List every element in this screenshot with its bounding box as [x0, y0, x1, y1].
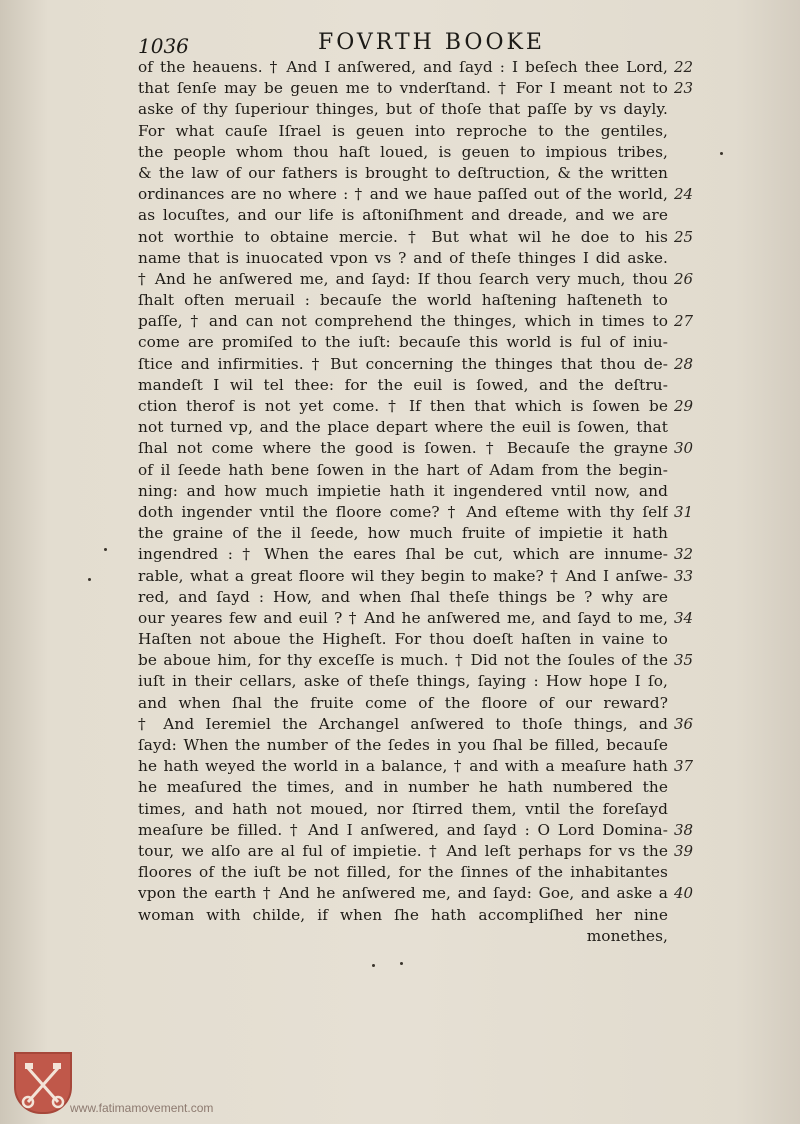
- text-line: times, and hath not moued, nor ſtirred them, vntil the foreſayd: [138, 799, 668, 818]
- footer-url: www.fatimamovement.com: [70, 1101, 214, 1115]
- ink-speck: [104, 548, 107, 551]
- verse-number: 37: [674, 757, 694, 776]
- text-line: tour, we alſo are al ful of impietie. † And leſt perhaps for vs the: [138, 841, 668, 860]
- text-line: aske of thy ſuperiour thinges, but of thoſe that paſſe by vs dayly.: [138, 100, 668, 119]
- text-line: rable, what a great floore wil they begin to make? † And I anſwe-: [138, 566, 668, 585]
- text-line: he hath weyed the world in a balance, † and with a meaſure hath: [138, 757, 668, 776]
- text-line: be aboue him, for thy exceſſe is much. † Did not the ſoules of the: [138, 651, 668, 670]
- verse-number: [674, 481, 714, 502]
- verse-number: 26: [674, 269, 694, 288]
- verse-number: [674, 99, 714, 120]
- verse-number: 22: [674, 58, 694, 76]
- verse-number: 28: [674, 354, 694, 373]
- verse-number: [674, 905, 714, 926]
- verse-number: [674, 671, 714, 692]
- text-line: ſtice and infirmities. † But concerning the thinges that thou de-: [138, 354, 668, 373]
- text-line: name that is inuocated vpon vs ? and of theſe thinges I did aske.: [138, 248, 668, 267]
- text-line: meaſure be filled. † And I anſwered, and ſayd : O Lord Domina-: [138, 820, 668, 839]
- ink-speck: [88, 578, 91, 581]
- text-line: the people whom thou haſt loued, is geuen to impious tribes,: [138, 142, 668, 161]
- page-number: 1036: [138, 34, 189, 58]
- verse-number: [674, 205, 714, 226]
- text-line: woman with childe, if when ſhe hath accompliſhed her nine: [138, 905, 668, 924]
- verse-number: 29: [674, 397, 694, 415]
- verse-number: 34: [674, 608, 694, 627]
- verse-number: 33: [674, 566, 694, 585]
- verse-number: [674, 523, 714, 544]
- verse-number: [674, 799, 714, 820]
- verse-number: [674, 142, 714, 163]
- text-line: red, and ſayd : How, and when ſhal theſe things be ? why are: [138, 587, 668, 606]
- verse-number: [674, 629, 714, 650]
- text-line: as locuſtes, and our life is aſtoniſhment and dreade, and we are: [138, 206, 668, 225]
- verse-number: 27: [674, 312, 694, 331]
- verse-number: [674, 248, 714, 269]
- text-line: the graine of the il ſeede, how much fruite of impietie it hath: [138, 524, 668, 543]
- verse-number: [674, 777, 714, 798]
- text-line: of il ſeede hath bene ſowen in the hart of Adam from the begin-: [138, 460, 668, 479]
- verse-number: 40: [674, 884, 694, 903]
- verse-number: 36: [674, 714, 694, 733]
- verse-number: [674, 417, 714, 438]
- page-header: [138, 30, 678, 56]
- verse-number: 38: [674, 820, 694, 839]
- running-title: FOVRTH BOOKE: [318, 30, 545, 55]
- text-line: mandeſt I wil tel thee: for the euil is ſowed, and the deſtru-: [138, 375, 668, 394]
- text-line: floores of the iuſt be not filled, for the ſinnes of the inhabitantes: [138, 863, 668, 882]
- text-line: ſhal not come where the good is ſowen. † Becauſe the grayne: [138, 439, 668, 458]
- text-line: † And he anſwered me, and ſayd: If thou ſearch very much, thou: [138, 269, 668, 288]
- verse-number: [674, 693, 714, 714]
- verse-number: 24: [674, 185, 694, 204]
- text-line: ning: and how much impietie hath it ingendered vntil now, and: [138, 481, 668, 500]
- text-line: iuſt in their cellars, aske of theſe things, ſaying : How hope I ſo,: [138, 672, 668, 691]
- text-line: not turned vp, and the place depart where the euil is ſowen, that: [138, 418, 668, 437]
- text-line: & the law of our fathers is brought to deſtruction, & the written: [138, 163, 668, 182]
- text-line: monethes,: [586, 926, 668, 945]
- text-column: [138, 57, 668, 947]
- text-line: ordinances are no where : † and we haue paſſed out of the world,: [138, 185, 668, 204]
- verse-number: 31: [674, 502, 694, 521]
- ink-speck: [400, 962, 403, 965]
- text-line: that ſenſe may be geuen me to vnderſtand. † For I meant not to: [138, 79, 668, 98]
- verse-number: [674, 290, 714, 311]
- text-line: For what cauſe Iſrael is geuen into reproche to the gentiles,: [138, 121, 668, 140]
- text-line: not worthie to obtaine mercie. † But what wil he doe to his: [138, 227, 668, 246]
- text-line: doth ingender vntil the floore come? † And eſteme with thy ſelf: [138, 502, 668, 521]
- verse-number: 25: [674, 227, 694, 246]
- text-line: ſayd: When the number of the ſedes in you ſhal be filled, becauſe: [138, 736, 668, 754]
- verse-number: [674, 460, 714, 481]
- text-line: ction therof is not yet come. † If then that which is ſowen be: [138, 397, 668, 415]
- ink-speck: [372, 964, 375, 967]
- text-line: come are promiſed to the iuſt: becauſe this world is ful of iniu-: [138, 333, 668, 352]
- verse-number: [674, 735, 714, 756]
- verse-number: 39: [674, 841, 694, 860]
- verse-number: 32: [674, 545, 694, 564]
- verse-number: [674, 163, 714, 184]
- text-line: and when ſhal the fruite come of the floore of our reward?: [138, 693, 668, 712]
- text-line: vpon the earth † And he anſwered me, and ſayd: Goe, and aske a: [138, 884, 668, 903]
- text-line: Haſten not aboue the Higheſt. For thou doeſt haſten in vaine to: [138, 630, 668, 649]
- verse-number: [674, 332, 714, 353]
- text-line: of the heauens. † And I anſwered, and ſayd : I beſech thee Lord,: [138, 58, 668, 76]
- verse-number: [674, 926, 714, 947]
- verse-number: [674, 587, 714, 608]
- verse-number: [674, 862, 714, 883]
- text-line: our yeares few and euil ? † And he anſwered me, and ſayd to me,: [138, 608, 668, 627]
- text-line: † And Ieremiel the Archangel anſwered to thoſe things, and: [138, 714, 668, 733]
- text-line: he meaſured the times, and in number he hath numbered the: [138, 778, 668, 797]
- text-line: paſſe, † and can not comprehend the thinges, which in times to: [138, 312, 668, 331]
- verse-number: 30: [674, 439, 694, 458]
- verse-number-column: [674, 57, 714, 947]
- verse-number: [674, 375, 714, 396]
- text-line: ſhalt often meruail : becauſe the world haſtening haſteneth to: [138, 291, 668, 310]
- text-line: ingendred : † When the eares ſhal be cut, which are innume-: [138, 545, 668, 564]
- verse-number: 23: [674, 79, 694, 98]
- verse-number: [674, 121, 714, 142]
- ink-speck: [720, 152, 723, 155]
- papal-keys-seal-icon: [14, 1052, 72, 1114]
- verse-number: 35: [674, 651, 694, 670]
